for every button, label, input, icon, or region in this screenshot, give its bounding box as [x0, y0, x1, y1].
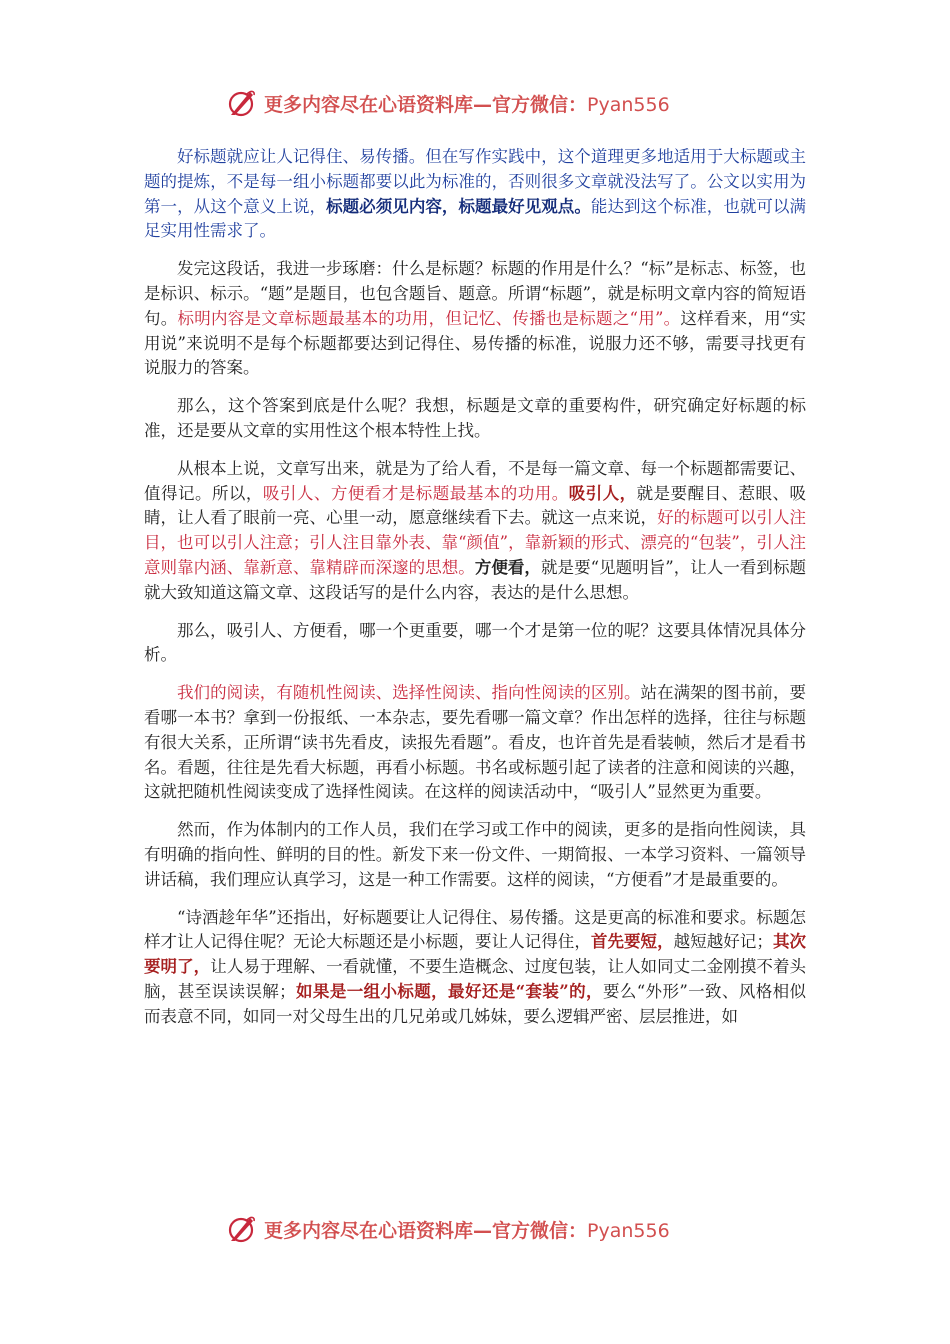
- paragraph-7: 然而，作为体制内的工作人员，我们在学习或工作中的阅读，更多的是指向性阅读，具有明确的指向性、鲜明的目的性。新发下来一份文件、一期简报、一本学习资料、一篇领导讲话稿，我们理应认真学习，这是一种工作需要。这样的阅读，“方便看”才是最重要的。: [144, 820, 806, 889]
- paragraph-5: 那么，吸引人、方便看，哪一个更重要，哪一个才是第一位的呢？这要具体情况具体分析。: [144, 620, 806, 665]
- term-easy-reading: 方便看，: [474, 557, 541, 577]
- paragraph-1: 好标题就应让人记得住、易传播。但在写作实践中，这个道理更多地适用于大标题或主题的提炼，不是每一组小标题都要以此为标准的，否则很多文章就没法写了。公文以实用为第一，从这个意义上说，标题必须见内容，标题最好见观点。能达到这个标准，也就可以满足实用性需求了。: [144, 147, 807, 241]
- term-set-style: 如果是一组小标题，最好还是“套装”的，: [295, 981, 603, 1001]
- paragraph-8: “诗酒趁年华”还指出，好标题要让人记得住、易传播。这是更高的标准和要求。标题怎样才让人记得住呢？无论大标题还是小标题，要让人记得住，首先要短，越短越好记；其次要明了，让人易于理解、一看就懂，不要生造概念、过度包装，让人如同丈二金刚摸不着头脑，甚至误读误解；如果是一组小标题，最好还是“套装”的，要么“外形”一致、风格相似而表意不同，如同一对父母生出的几兄弟或几姊妹，要么逻辑严密、层层推进，如: [144, 907, 807, 1026]
- paragraph-4: 从根本上说，文章写出来，就是为了给人看，不是每一篇文章、每一个标题都需要记、值得记。所以，吸引人、方便看才是标题最基本的功用。吸引人，就是要醒目、惹眼、吸睛，让人看了眼前一亮、心里一动，愿意继续看下去。就这一点来说，好的标题可以引人注目，也可以引人注意；引人注目靠外表、靠“颜值”，靠新颖的形式、漂亮的“包装”，引人注意则靠内涵、靠新意、靠精辟而深邃的思想。方便看，就是要“见题明旨”，让人一看到标题就大致知道这篇文章、这段话写的是什么内容，表达的是什么思想。: [144, 458, 807, 602]
- quill-logo-icon: [226, 1214, 256, 1244]
- paragraph-2: 发完这段话，我进一步琢磨：什么是标题？标题的作用是什么？“标”是标志、标签，也是标识、标示。“题”是题目，也包含题旨、题意。所谓“标题”，就是标明文章内容的简短语句。标明内容是文章标题最基本的功用，但记忆、传播也是标题之“用”。这样看来，用“实用说”来说明不是每个标题都要达到记得住、易传播的标准，说服力还不够，需要寻找更有说服力的答案。: [144, 259, 807, 378]
- header-banner: [226, 86, 786, 120]
- highlight-attention: 好的标题可以引人注目，也可以引人注意；引人注目靠外表、靠“颜值”，靠新颖的形式、漂亮的“包装”，引人注意则靠内涵、靠新意、靠精辟而深邃的思想。: [144, 508, 807, 577]
- article-body: [144, 145, 806, 1043]
- term-keep-short: 首先要短，: [590, 932, 674, 952]
- term-attract-readers: 吸引人，: [568, 483, 637, 503]
- banner-text: 更多内容尽在心语资料库—官方微信：Pyan556: [264, 93, 670, 116]
- highlight-reading-types: 我们的阅读，有随机性阅读、选择性阅读、指向性阅读的区别。: [177, 683, 641, 703]
- term-be-clear: 其次要明了，: [144, 932, 807, 977]
- key-point-title-content: 标题必须见内容，标题最好见观点。: [326, 196, 591, 216]
- highlight-title-function: 标明内容是文章标题最基本的功用，但记忆、传播也是标题之“用”。: [177, 308, 681, 328]
- quill-logo-icon: [226, 88, 256, 118]
- paragraph-3: 那么，这个答案到底是什么呢？我想，标题是文章的重要构件，研究确定好标题的标准，还是要从文章的实用性这个根本特性上找。: [144, 396, 806, 440]
- highlight-basic-function: 吸引人、方便看才是标题最基本的功用。: [262, 483, 569, 503]
- banner-text: 更多内容尽在心语资料库—官方微信：Pyan556: [264, 1219, 670, 1242]
- footer-banner: [226, 1212, 786, 1246]
- wechat-handle: Pyan556: [587, 93, 670, 116]
- paragraph-6: 我们的阅读，有随机性阅读、选择性阅读、指向性阅读的区别。站在满架的图书前，要看哪一本书？拿到一份报纸、一本杂志，要先看哪一篇文章？作出怎样的选择，往往与标题有很大关系，正所谓“读书先看皮，读报先看题”。看皮，也许首先是看装帧，然后才是看书名。看题，往往是先看大标题，再看小标题。书名或标题引起了读者的注意和阅读的兴趣，这就把随机性阅读变成了选择性阅读。在这样的阅读活动中，“吸引人”显然更为重要。: [144, 683, 807, 802]
- wechat-handle: Pyan556: [587, 1219, 670, 1242]
